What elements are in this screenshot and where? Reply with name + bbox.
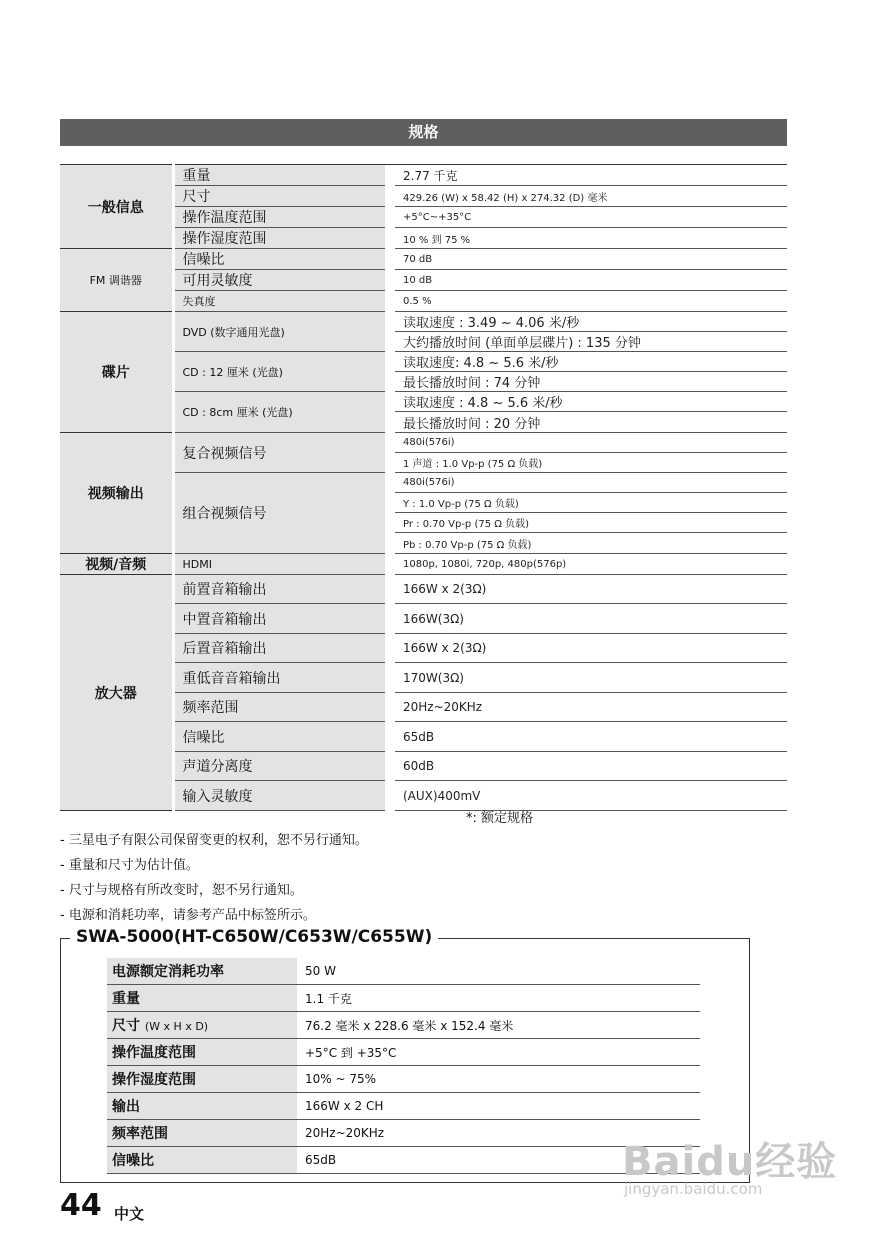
note-item: - 尺寸与规格有所改变时，恕不另行通知。 — [60, 883, 303, 898]
category-disc: 碟片 — [60, 312, 173, 433]
spec-value: 最长播放时间 : 74 分钟 — [395, 372, 787, 392]
spec-key: 信噪比 — [173, 722, 385, 752]
page-number: 44 — [60, 1188, 102, 1223]
note-item: - 电源和消耗功率，请参考产品中标签所示。 — [60, 908, 316, 923]
spec-value: 70 dB — [395, 249, 787, 270]
spec-key: 复合视频信号 — [173, 433, 385, 473]
subwoofer-spec-table — [107, 958, 700, 1174]
spec-key: 失真度 — [173, 291, 385, 312]
spec-key: 操作温度范围 — [173, 207, 385, 228]
spec-value: 480i(576i) — [395, 473, 787, 493]
spec-value: 最长播放时间 : 20 分钟 — [395, 412, 787, 433]
spec-value: 读取速度: 4.8 ~ 5.6 米/秒 — [395, 352, 787, 372]
category-video: 视频输出 — [60, 433, 173, 554]
spec-key: 信噪比 — [173, 249, 385, 270]
notes-list — [60, 828, 368, 928]
spec-key: 输出 — [107, 1093, 297, 1120]
spec-key: 尺寸 — [173, 186, 385, 207]
category-fm: FM 调谐器 — [60, 249, 173, 312]
page-language: 中文 — [114, 1205, 145, 1223]
spec-value: Pb : 0.70 Vp-p (75 Ω 负载) — [395, 533, 787, 554]
spec-value: 65dB — [297, 1147, 700, 1174]
spec-value: 20Hz~20KHz — [297, 1120, 700, 1147]
spec-value: 20Hz~20KHz — [395, 693, 787, 722]
spec-key: 操作湿度范围 — [107, 1066, 297, 1093]
spec-key: 操作湿度范围 — [173, 228, 385, 249]
spec-key: CD : 8cm 厘米 (光盘) — [173, 392, 385, 433]
spec-value: 480i(576i) — [395, 433, 787, 453]
spec-key — [107, 1012, 297, 1039]
category-av: 视频/音频 — [60, 554, 173, 575]
spec-key-unit: (W x H x D) — [144, 1020, 209, 1033]
spec-value: 10% ~ 75% — [297, 1066, 700, 1093]
spec-key: HDMI — [173, 554, 385, 575]
page-title: 规格 — [60, 119, 787, 146]
note-item: - 重量和尺寸为估计值。 — [60, 858, 199, 873]
spec-key: 频率范围 — [107, 1120, 297, 1147]
spec-key: 输入灵敏度 — [173, 781, 385, 811]
spec-key-label: 尺寸 — [112, 1018, 140, 1034]
spec-key: 重量 — [107, 985, 297, 1012]
spec-key: 操作温度范围 — [107, 1039, 297, 1066]
spec-value: Y : 1.0 Vp-p (75 Ω 负载) — [395, 493, 787, 513]
spec-value: 2.77 千克 — [395, 165, 787, 186]
spec-value: 读取速度 : 4.8 ~ 5.6 米/秒 — [395, 392, 787, 412]
spec-value: 76.2 毫米 x 228.6 毫米 x 152.4 毫米 — [297, 1012, 700, 1039]
spec-value: 170W(3Ω) — [395, 663, 787, 693]
subwoofer-title: SWA-5000(HT-C650W/C653W/C655W) — [70, 927, 438, 947]
spec-value: 166W x 2 CH — [297, 1093, 700, 1120]
spec-key: 组合视频信号 — [173, 473, 385, 554]
spec-value: 大约播放时间 (单面单层碟片) : 135 分钟 — [395, 332, 787, 352]
spec-key: 电源额定消耗功率 — [107, 958, 297, 985]
watermark-url: jingyan.baidu.com — [624, 1180, 763, 1198]
category-amp: 放大器 — [60, 575, 173, 811]
spec-value: 65dB — [395, 722, 787, 752]
spec-value: 1 声道 : 1.0 Vp-p (75 Ω 负载) — [395, 453, 787, 473]
spec-value: +5°C 到 +35°C — [297, 1039, 700, 1066]
rated-note: *: 额定规格 — [466, 811, 534, 826]
spec-value: 429.26 (W) x 58.42 (H) x 274.32 (D) 毫米 — [395, 186, 787, 207]
spec-table — [60, 164, 787, 811]
spec-value: 166W(3Ω) — [395, 604, 787, 634]
spec-value: 读取速度 : 3.49 ~ 4.06 米/秒 — [395, 312, 787, 332]
spec-key: CD : 12 厘米 (光盘) — [173, 352, 385, 392]
spec-value: +5°C~+35°C — [395, 207, 787, 228]
spec-key: 声道分离度 — [173, 752, 385, 781]
spec-value: 10 dB — [395, 270, 787, 291]
category-general: 一般信息 — [60, 165, 173, 249]
spec-value: 166W x 2(3Ω) — [395, 634, 787, 663]
spec-value: 10 % 到 75 % — [395, 228, 787, 249]
spec-value: 50 W — [297, 958, 700, 985]
spec-key: DVD (数字通用光盘) — [173, 312, 385, 352]
spec-value: (AUX)400mV — [395, 781, 787, 811]
spec-key: 可用灵敏度 — [173, 270, 385, 291]
spec-key: 频率范围 — [173, 693, 385, 722]
spec-value: 0.5 % — [395, 291, 787, 312]
note-item: - 三星电子有限公司保留变更的权利，恕不另行通知。 — [60, 833, 368, 848]
spec-key: 重低音音箱输出 — [173, 663, 385, 693]
spec-key: 后置音箱输出 — [173, 634, 385, 663]
spec-value: 60dB — [395, 752, 787, 781]
spec-value: Pr : 0.70 Vp-p (75 Ω 负载) — [395, 513, 787, 533]
spec-value: 166W x 2(3Ω) — [395, 575, 787, 604]
watermark-logo: Baidu经验 — [622, 1139, 838, 1185]
spec-key: 重量 — [173, 165, 385, 186]
spec-key: 前置音箱输出 — [173, 575, 385, 604]
spec-value: 1080p, 1080i, 720p, 480p(576p) — [395, 554, 787, 575]
spec-value: 1.1 千克 — [297, 985, 700, 1012]
spec-key: 中置音箱输出 — [173, 604, 385, 634]
spec-key: 信噪比 — [107, 1147, 297, 1174]
